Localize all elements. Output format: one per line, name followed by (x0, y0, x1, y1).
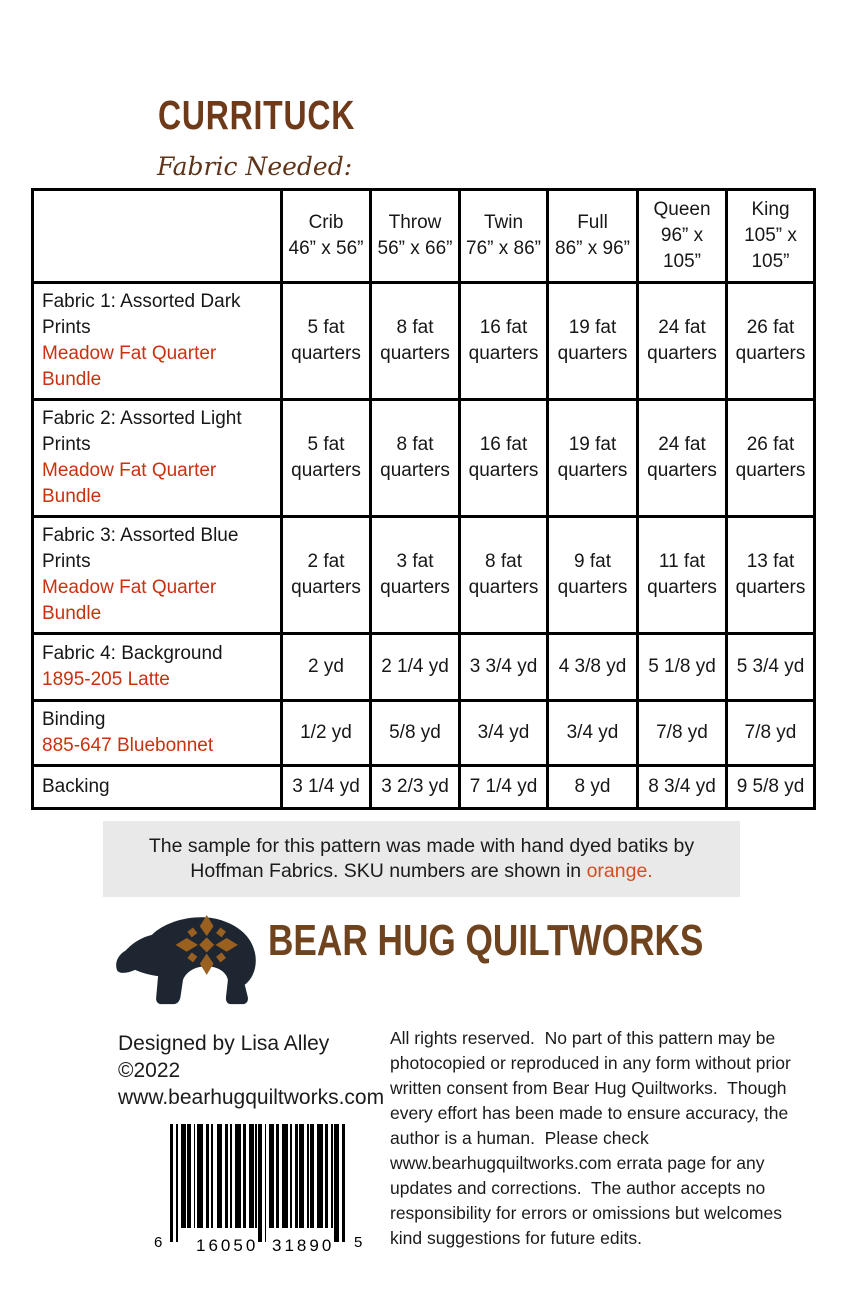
cell-value: 13 fat quarters (727, 517, 815, 634)
barcode-bar (334, 1124, 339, 1242)
sku-fabric-4: 1895-205 Latte (42, 669, 170, 690)
column-header-throw: Throw 56” x 66” (371, 190, 460, 283)
barcode-bar (194, 1124, 196, 1228)
barcode-bar (325, 1124, 328, 1228)
cell-value: 2 yd (282, 634, 371, 701)
barcode-bar (269, 1124, 274, 1228)
cell-value: 5/8 yd (371, 701, 460, 766)
cell-value: 5 3/4 yd (727, 634, 815, 701)
table-row-fabric-3 (33, 517, 815, 634)
cell-value: 4 3/8 yd (548, 634, 638, 701)
barcode-bars (170, 1124, 345, 1242)
cell-value: 8 fat quarters (460, 517, 548, 634)
barcode-bar (176, 1124, 178, 1242)
cell-value: 16 fat quarters (460, 400, 548, 517)
barcode-right-digit: 5 (354, 1234, 363, 1251)
barcode-bar (290, 1124, 292, 1228)
barcode-bar (276, 1124, 279, 1228)
barcode-bar (230, 1124, 232, 1228)
bear-quilt-star-icon (113, 905, 263, 1011)
cell-value: 5 fat quarters (282, 400, 371, 517)
barcode-bar (331, 1124, 333, 1228)
barcode-bar (255, 1124, 257, 1228)
cell-value: 8 3/4 yd (638, 766, 727, 809)
sku-fabric-1: Meadow Fat Quarter Bundle (42, 343, 217, 390)
barcode-bar (317, 1124, 323, 1228)
cell-value: 3 1/4 yd (282, 766, 371, 809)
cell-value: 5 1/8 yd (638, 634, 727, 701)
cell-value: 8 fat quarters (371, 283, 460, 400)
column-header-crib: Crib 46” x 56” (282, 190, 371, 283)
cell-value: 19 fat quarters (548, 283, 638, 400)
barcode-bar (243, 1124, 246, 1228)
row-label-fabric-1: Fabric 1: Assorted Dark Prints Meadow Fat Quarter Bundle (33, 283, 282, 400)
column-header-twin: Twin 76” x 86” (460, 190, 548, 283)
orange-highlight: orange. (586, 860, 653, 882)
cell-value: 2 fat quarters (282, 517, 371, 634)
designer-credits (118, 1030, 384, 1111)
batik-note (103, 821, 740, 897)
barcode-bar (295, 1124, 298, 1228)
cell-value: 9 5/8 yd (727, 766, 815, 809)
barcode-bar (342, 1124, 345, 1242)
barcode-bar (282, 1124, 288, 1228)
cell-value: 24 fat quarters (638, 283, 727, 400)
table-row-fabric-4 (33, 634, 815, 701)
table-row-fabric-1 (33, 283, 815, 400)
rights-paragraph: All rights reserved. No part of this pattern may be photocopied or reproduced in any form without prior written consent from Bear Hug Quiltworks. Though every effort has been made to ensure accuracy, the author is a human. Please check www.bearhugquiltworks.com errata page for any updates and corrections. The author accepts no responsibility for errors or omissions but welcomes kind suggestions for future edits. (390, 1028, 796, 1248)
column-header-full: Full 86” x 96” (548, 190, 638, 283)
cell-value: 3 2/3 yd (371, 766, 460, 809)
table-row-backing (33, 766, 815, 809)
row-label-backing: Backing (33, 766, 282, 809)
copyright-line: ©2022 (118, 1059, 181, 1082)
barcode-group-2: 31890 (272, 1236, 335, 1255)
cell-value: 19 fat quarters (548, 400, 638, 517)
barcode-bar (249, 1124, 254, 1228)
cell-value: 26 fat quarters (727, 283, 815, 400)
barcode-bar (187, 1124, 190, 1228)
table-row-binding (33, 701, 815, 766)
barcode-bar (310, 1124, 313, 1228)
cell-value: 8 yd (548, 766, 638, 809)
cell-value: 7 1/4 yd (460, 766, 548, 809)
fabric-needed-label: Fabric Needed: (157, 152, 353, 181)
barcode-bar (197, 1124, 203, 1228)
note-line-1: The sample for this pattern was made with hand dyed batiks by (148, 835, 695, 857)
barcode-bar (299, 1124, 304, 1228)
barcode-bar (217, 1124, 222, 1228)
upc-barcode (154, 1124, 364, 1258)
row-label-fabric-3: Fabric 3: Assorted Blue Prints Meadow Fat Quarter Bundle (33, 517, 282, 634)
cell-value: 26 fat quarters (727, 400, 815, 517)
barcode-bar (258, 1124, 261, 1242)
cell-value: 7/8 yd (638, 701, 727, 766)
sku-binding: 885-647 Bluebonnet (42, 735, 214, 756)
corner-cell (33, 190, 282, 283)
row-label-binding: Binding 885-647 Bluebonnet (33, 701, 282, 766)
note-line-2: Hoffman Fabrics. SKU numbers are shown in orange. (190, 860, 653, 882)
cell-value: 2 1/4 yd (371, 634, 460, 701)
row-label-fabric-4: Fabric 4: Background 1895-205 Latte (33, 634, 282, 701)
cell-value: 16 fat quarters (460, 283, 548, 400)
table-row-fabric-2 (33, 400, 815, 517)
designer-line: Designed by Lisa Alley (118, 1032, 330, 1055)
column-header-king: King 105” x 105” (727, 190, 815, 283)
fabric-requirements-table (31, 188, 816, 810)
cell-value: 5 fat quarters (282, 283, 371, 400)
cell-value: 24 fat quarters (638, 400, 727, 517)
cell-value: 3 3/4 yd (460, 634, 548, 701)
cell-value: 11 fat quarters (638, 517, 727, 634)
cell-value: 3/4 yd (548, 701, 638, 766)
cell-value: 3 fat quarters (371, 517, 460, 634)
website-line: www.bearhugquiltworks.com (118, 1086, 385, 1109)
sku-fabric-2: Meadow Fat Quarter Bundle (42, 460, 217, 507)
cell-value: 8 fat quarters (371, 400, 460, 517)
barcode-bar (206, 1124, 209, 1228)
barcode-left-digit: 6 (154, 1234, 163, 1251)
barcode-bar (265, 1124, 267, 1242)
cell-value: 7/8 yd (727, 701, 815, 766)
sku-fabric-3: Meadow Fat Quarter Bundle (42, 577, 217, 624)
cell-value: 3/4 yd (460, 701, 548, 766)
cell-value: 1/2 yd (282, 701, 371, 766)
page-title: CURRITUCK (158, 92, 356, 138)
barcode-bar (170, 1124, 173, 1242)
barcode-bar (235, 1124, 241, 1228)
row-label-fabric-2: Fabric 2: Assorted Light Prints Meadow Fat Quarter Bundle (33, 400, 282, 517)
brand-wordmark: BEAR HUG QUILTWORKS (268, 916, 704, 965)
barcode-bar (225, 1124, 228, 1228)
barcode-bar (211, 1124, 213, 1228)
column-header-queen: Queen 96” x 105” (638, 190, 727, 283)
table-header-row (33, 190, 815, 283)
barcode-bar (181, 1124, 186, 1228)
barcode-bar (307, 1124, 309, 1228)
barcode-group-1: 16050 (196, 1236, 259, 1255)
cell-value: 9 fat quarters (548, 517, 638, 634)
